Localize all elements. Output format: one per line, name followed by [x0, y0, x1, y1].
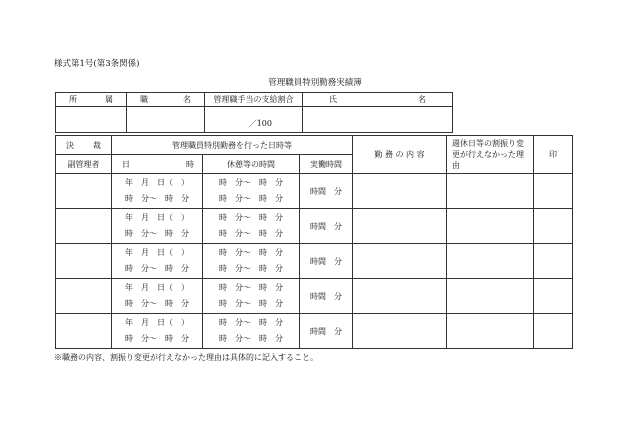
day-header: [112, 155, 203, 174]
allowance-label: 管理職手当の支給割合: [205, 93, 303, 107]
deputy-field[interactable]: [56, 279, 112, 314]
break-cell[interactable]: [203, 209, 300, 244]
break-line-2: 時 分～ 時 分: [219, 334, 283, 343]
hours-cell[interactable]: 時間 分: [300, 244, 353, 279]
break-cell[interactable]: [203, 279, 300, 314]
deputy-field[interactable]: [56, 209, 112, 244]
break-time-header: 休憩等の時間: [203, 155, 300, 174]
reason-field[interactable]: [447, 174, 534, 209]
deputy-field[interactable]: [56, 314, 112, 349]
name-field[interactable]: [303, 107, 453, 133]
date-line: 年 月 日（ ）: [125, 248, 189, 257]
reason-field[interactable]: [447, 279, 534, 314]
date-line: 年 月 日（ ）: [125, 283, 189, 292]
break-line-2: 時 分～ 時 分: [219, 194, 283, 203]
approval-a: 決: [66, 140, 74, 150]
break-cell[interactable]: [203, 314, 300, 349]
break-line-1: 時 分～ 時 分: [219, 318, 283, 327]
deputy-field[interactable]: [56, 174, 112, 209]
reason-header: [447, 136, 534, 174]
post-label-cell: [127, 93, 205, 107]
duty-content-field[interactable]: [353, 279, 447, 314]
table-row: [56, 209, 573, 244]
reason-field[interactable]: [447, 209, 534, 244]
break-line-1: 時 分～ 時 分: [219, 248, 283, 257]
dept-label-cell: [56, 93, 127, 107]
table-row: [56, 244, 573, 279]
hours-cell[interactable]: 時間 分: [300, 209, 353, 244]
footnote: ※職務の内容、割振り変更が行えなかった理由は具体的に記入すること。: [54, 353, 318, 362]
hours-cell[interactable]: 時間 分: [300, 174, 353, 209]
date-line: 年 月 日（ ）: [125, 178, 189, 187]
datetime-cell[interactable]: [112, 279, 203, 314]
reason-field[interactable]: [447, 244, 534, 279]
break-cell[interactable]: [203, 244, 300, 279]
post-label-b: 名: [183, 95, 191, 104]
seal-field[interactable]: [534, 244, 573, 279]
table-row: [56, 279, 573, 314]
break-line-1: 時 分～ 時 分: [219, 213, 283, 222]
actual-hours-header: 実働時間: [300, 155, 353, 174]
name-label-a: 氏: [329, 95, 337, 104]
break-line-1: 時 分～ 時 分: [219, 283, 283, 292]
name-label-cell: [303, 93, 453, 107]
seal-field[interactable]: [534, 314, 573, 349]
duty-content-header: 勤 務 の 内 容: [353, 136, 447, 174]
time-line: 時 分～ 時 分: [125, 229, 189, 238]
datetime-cell[interactable]: [112, 244, 203, 279]
form-number: 様式第1号(第3条関係): [54, 59, 140, 69]
post-label-a: 職: [140, 95, 148, 104]
hours-cell[interactable]: 時間 分: [300, 279, 353, 314]
datetime-cell[interactable]: [112, 209, 203, 244]
approval-b: 裁: [93, 140, 101, 150]
seal-field[interactable]: [534, 174, 573, 209]
deputy-field[interactable]: [56, 244, 112, 279]
work-record-table: [55, 135, 573, 349]
datetime-cell[interactable]: [112, 314, 203, 349]
break-cell[interactable]: [203, 174, 300, 209]
dept-label-a: 所: [69, 95, 77, 104]
break-line-2: 時 分～ 時 分: [219, 229, 283, 238]
time-line: 時 分～ 時 分: [125, 299, 189, 308]
name-label-b: 名: [418, 95, 426, 104]
datetime-header: 管理職員特別勤務を行った日時等: [112, 136, 353, 155]
duty-content-field[interactable]: [353, 314, 447, 349]
day-header-b: 時: [186, 159, 194, 169]
time-line: 時 分～ 時 分: [125, 334, 189, 343]
duty-content-field[interactable]: [353, 244, 447, 279]
dept-field[interactable]: [56, 107, 127, 133]
duty-content-field[interactable]: [353, 174, 447, 209]
header-info-table: [55, 92, 453, 133]
day-header-a: 日: [122, 159, 130, 169]
datetime-cell[interactable]: [112, 174, 203, 209]
post-field[interactable]: [127, 107, 205, 133]
seal-header: 印: [534, 136, 573, 174]
reason-header-text: 週休日等の割振り変更が行えなかった理由: [452, 139, 524, 170]
allowance-field[interactable]: ／100: [205, 107, 303, 133]
duty-content-field[interactable]: [353, 209, 447, 244]
break-line-1: 時 分～ 時 分: [219, 178, 283, 187]
reason-field[interactable]: [447, 314, 534, 349]
form-title: 管理職員特別勤務実績簿: [268, 78, 362, 88]
table-row: [56, 314, 573, 349]
break-line-2: 時 分～ 時 分: [219, 264, 283, 273]
dept-label-b: 属: [105, 95, 113, 104]
date-line: 年 月 日（ ）: [125, 213, 189, 222]
table-row: [56, 174, 573, 209]
time-line: 時 分～ 時 分: [125, 194, 189, 203]
seal-field[interactable]: [534, 279, 573, 314]
approval-cell: [56, 136, 112, 155]
break-line-2: 時 分～ 時 分: [219, 299, 283, 308]
hours-cell[interactable]: 時間 分: [300, 314, 353, 349]
seal-field[interactable]: [534, 209, 573, 244]
date-line: 年 月 日（ ）: [125, 318, 189, 327]
deputy-manager-header: 副管理者: [56, 155, 112, 174]
time-line: 時 分～ 時 分: [125, 264, 189, 273]
